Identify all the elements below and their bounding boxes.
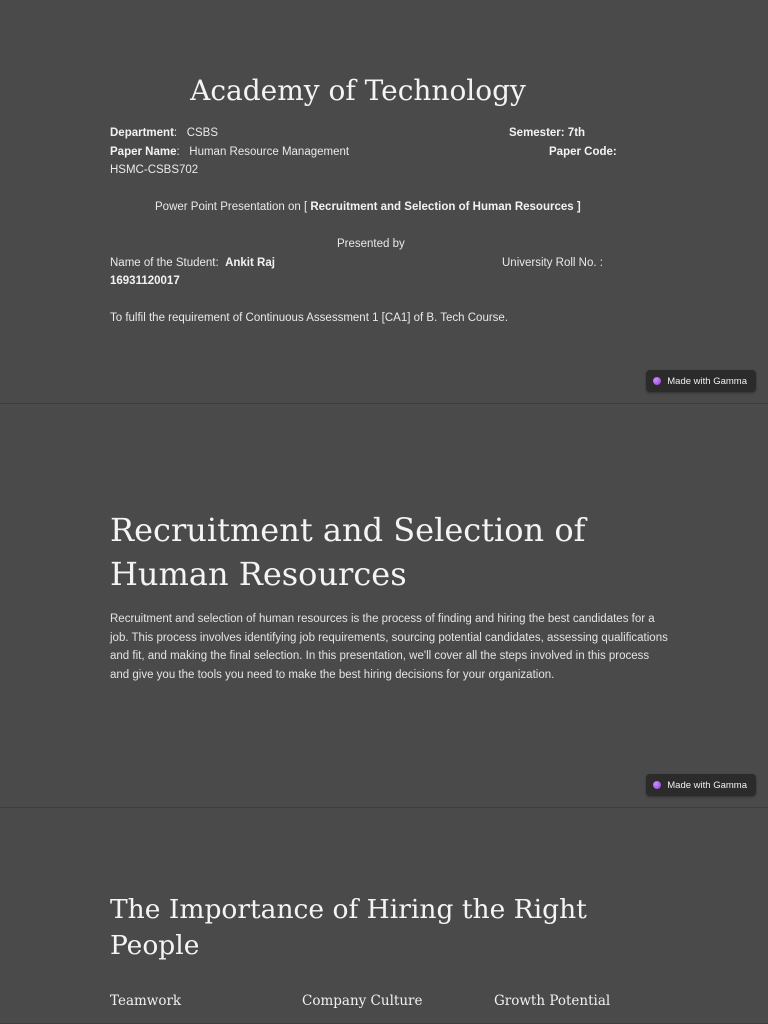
slide-title-line-2: Human Resources	[110, 555, 407, 593]
institution-title: Academy of Technology	[190, 74, 526, 107]
title-slide	[0, 0, 768, 404]
intro-slide	[0, 404, 768, 808]
gamma-badge-label: Made with Gamma	[667, 375, 747, 387]
department-label: Department	[110, 127, 174, 139]
gamma-logo-icon	[653, 781, 661, 789]
slide-title-line-2: People	[110, 930, 200, 961]
gamma-logo-icon	[653, 377, 661, 385]
presentation-prefix: Power Point Presentation on [	[155, 201, 311, 213]
made-with-gamma-badge[interactable]	[646, 370, 756, 392]
importance-slide	[0, 808, 768, 1024]
column-heading-company-culture: Company Culture	[302, 993, 423, 1009]
paper-name-value: Human Resource Management	[189, 146, 350, 158]
presented-by: Presented by	[337, 238, 405, 250]
paper-name-label: Paper Name	[110, 146, 177, 158]
student-name: Ankit Raj	[225, 257, 275, 269]
intro-paragraph: Recruitment and selection of human resources is the process of finding and hiring the best candidates for a job. This process involves identifying job requirements, sourcing potential candidates, assessing qualifications and fit, and making the final selection. In this presentation, we'll cover all the steps involved in this process and give you the tools you need to make the best hiring decisions for your organization.	[110, 613, 668, 682]
student-label: Name of the Student:	[110, 257, 219, 269]
paper-code-label: Paper Code:	[549, 146, 617, 158]
slide-title	[110, 892, 670, 964]
slide-title-line-1: Recruitment and Selection of	[110, 511, 586, 549]
presentation-topic: Recruitment and Selection of Human Resources ]	[310, 201, 581, 213]
column-heading-growth-potential: Growth Potential	[494, 993, 611, 1009]
slide-title	[110, 508, 670, 596]
student-row	[110, 257, 275, 269]
department-value: CSBS	[186, 127, 219, 139]
gamma-badge-label: Made with Gamma	[667, 779, 747, 791]
roll-label: University Roll No. :	[502, 257, 603, 269]
presentation-line	[155, 201, 581, 213]
slide-title-line-1: The Importance of Hiring the Right	[110, 894, 587, 925]
requirement-text: To fulfil the requirement of Continuous Assessment 1 [CA1] of B. Tech Course.	[110, 312, 509, 324]
paper-name-row: Paper Name: Human Resource Management	[110, 146, 350, 158]
paper-code-value: HSMC-CSBS702	[110, 164, 199, 176]
made-with-gamma-badge[interactable]	[646, 774, 756, 796]
semester-text: Semester: 7th	[509, 127, 586, 139]
column-heading-teamwork: Teamwork	[110, 993, 182, 1009]
department-row: Department: CSBS	[110, 127, 219, 139]
roll-value: 16931120017	[110, 275, 180, 287]
